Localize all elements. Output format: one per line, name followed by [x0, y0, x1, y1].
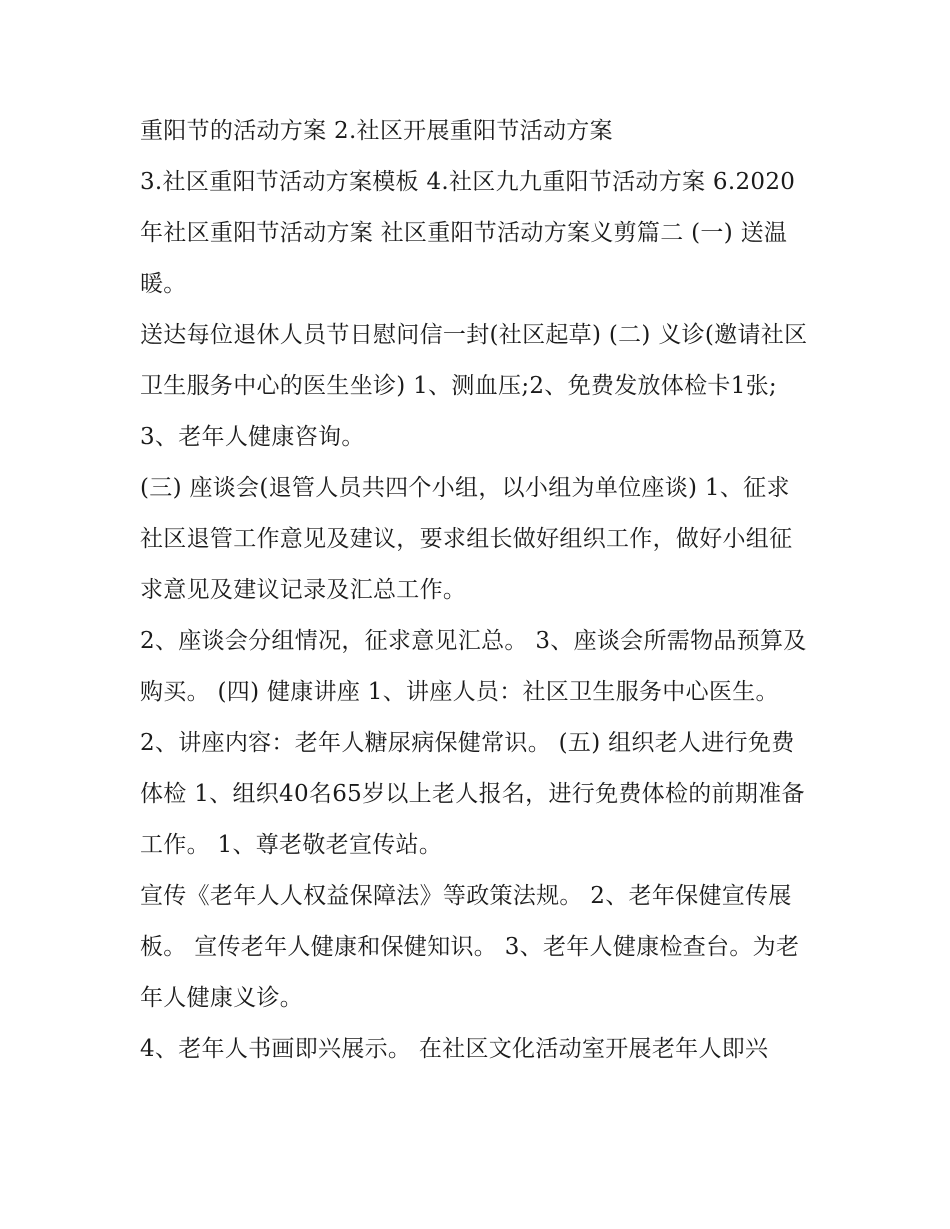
paragraph-1: 重阳节的活动方案 2.社区开展重阳节活动方案	[140, 118, 613, 144]
paragraph-4: (三) 座谈会(退管人员共四个小组，以小组为单位座谈) 1、征求社区退管工作意见及建议，要求组长做好组织工作，做好小组征求意见及建议记录及汇总工作。	[140, 475, 793, 603]
paragraph-5: 2、座谈会分组情况，征求意见汇总。 3、座谈会所需物品预算及购买。 (四) 健康讲座 1、讲座人员：社区卫生服务中心医生。	[140, 628, 807, 705]
document-body	[140, 106, 812, 1075]
paragraph-3: 送达每位退休人员节日慰问信一封(社区起草) (二) 义诊(邀请社区卫生服务中心的医生坐诊) 1、测血压;2、免费发放体检卡1张; 3、老年人健康咨询。	[140, 322, 808, 450]
paragraph-2: 3.社区重阳节活动方案模板 4.社区九九重阳节活动方案 6.2020年社区重阳节活动方案 社区重阳节活动方案义剪篇二 (一) 送温暖。	[140, 169, 796, 297]
paragraph-7: 宣传《老年人人权益保障法》等政策法规。 2、老年保健宣传展板。 宣传老年人健康和保健知识。 3、老年人健康检查台。为老年人健康义诊。	[140, 883, 800, 1011]
paragraph-8: 4、老年人书画即兴展示。 在社区文化活动室开展老年人即兴	[140, 1036, 769, 1062]
paragraph-6: 2、讲座内容：老年人糖尿病保健常识。 (五) 组织老人进行免费体检 1、组织40名65岁以上老人报名，进行免费体检的前期准备工作。 1、尊老敬老宣传站。	[140, 730, 805, 858]
